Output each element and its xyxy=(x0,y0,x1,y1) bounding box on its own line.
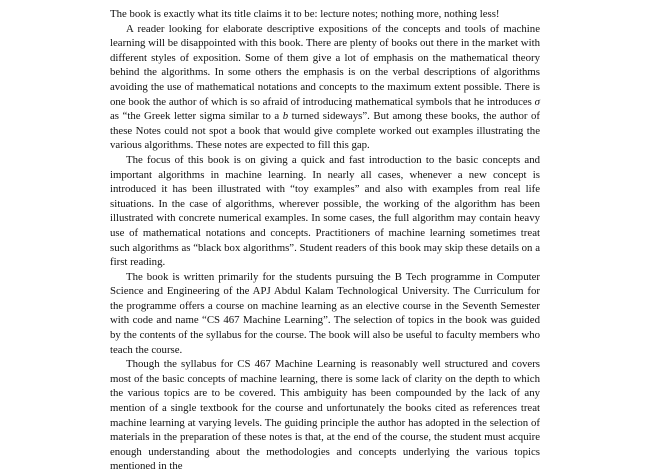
document-page xyxy=(110,7,540,474)
sigma-symbol: σ xyxy=(534,95,540,108)
paragraph-reader-text-3: turned sideways”. But among these books, the author of these Notes could not spot a book that would give complete worked out examples illustrating the various algorithms. These notes are expected to fill this gap. xyxy=(110,110,540,152)
paragraph-audience: The book is written primarily for the students pursuing the B Tech programme in Computer Science and Engineering of the APJ Abdul Kalam Technological University. The Curriculum for the programme offers a course on machine learning as an elective course in the Seventh Semester with code and name “CS 467 Machine Learning”. The selection of topics in the book was guided by the contents of the syllabus for the course. The book will also be useful to faculty members who teach the course. xyxy=(110,270,540,356)
paragraph-reader-text-2: as “the Greek letter sigma similar to a xyxy=(110,110,283,123)
paragraph-syllabus: Though the syllabus for CS 467 Machine Learning is reasonably well structured and covers most of the basic concepts of machine learning, there is some lack of clarity on the depth to which the various topics are to be covered. This ambiguity has been compounded by the lack of any mention of a single textbook for the course and unfortunately the books cited as references treat machine learning at varying levels. The guiding principle the author has adopted in the selection of materials in the preparation of these notes is that, at the end of the course, the student must acquire enough understanding about the methodologies and concepts underlying the various topics mentioned in the xyxy=(110,358,540,473)
paragraph-focus: The focus of this book is on giving a quick and fast introduction to the basic concepts and important algorithms in machine learning. In nearly all cases, whenever a new concept is introduced it has been illustrated with “toy examples” and also with examples from real life situations. In the case of algorithms, wherever possible, the working of the algorithm has been illustrated with concrete numerical examples. In some cases, the full algorithm may contain heavy use of mathematical notations and concepts. Practitioners of machine learning sometimes treat such algorithms as “black box algorithms”. Student readers of this book may skip these details on a first reading. xyxy=(110,153,540,269)
b-symbol: b xyxy=(282,110,289,123)
paragraph-reader xyxy=(110,22,540,153)
paragraph-intro: The book is exactly what its title claims it to be: lecture notes; nothing more, nothing less! xyxy=(110,8,500,20)
paragraph-reader-text-1: A reader looking for elaborate descriptive expositions of the concepts and tools of machine learning will be disappointed with this book. There are plenty of books out there in the market with different styles of exposition. Some of them give a lot of emphasis on the mathematical theory behind the algorithms. In some others the emphasis is on the verbal descriptions of algorithms avoiding the use of mathematical notations and concepts to the maximum extent possible. There is one book the author of which is so afraid of introducing mathematical symbols that he introduces xyxy=(110,22,540,108)
